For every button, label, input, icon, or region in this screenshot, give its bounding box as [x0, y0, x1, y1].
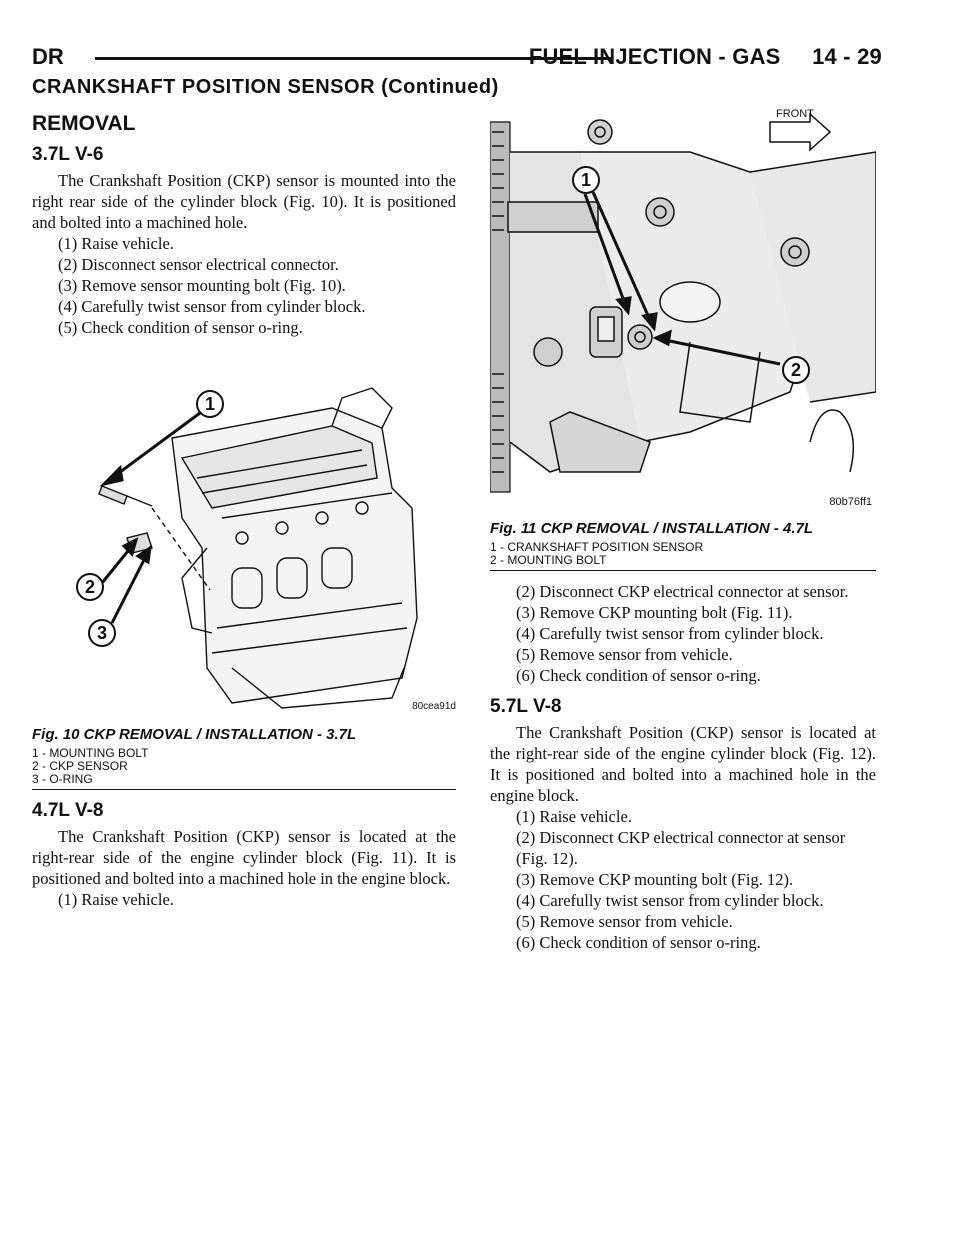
step: (4) Carefully twist sensor from cylinder block.: [58, 297, 366, 316]
engine-photo-4-7l: [490, 112, 876, 512]
step: (5) Check condition of sensor o-ring.: [58, 318, 303, 337]
fig11-callout-1: 1: [580, 170, 592, 190]
step: (3) Remove CKP mounting bolt (Fig. 12).: [516, 870, 794, 889]
section-heading-removal: REMOVAL: [32, 112, 136, 135]
legend-item: 1 - CRANKSHAFT POSITION SENSOR: [490, 540, 704, 554]
fig10-callout-2: 2: [84, 577, 96, 597]
fig10-legend: [32, 747, 456, 786]
fig11-code: 80b76ff1: [829, 496, 872, 508]
right-column: [490, 108, 876, 953]
step: (3) Remove CKP mounting bolt (Fig. 11).: [516, 603, 793, 622]
step: (2) Disconnect CKP electrical connector at sensor.: [516, 582, 849, 601]
step: (1) Raise vehicle.: [58, 234, 174, 253]
legend-item: 1 - MOUNTING BOLT: [32, 746, 149, 760]
fig11-callout-2: 2: [790, 360, 802, 380]
paragraph-5-7l: The Crankshaft Position (CKP) sensor is located at the right-rear side of the engine cylinder block (Fig. 12). It is positioned and bolted into a machined hole in the engine block.: [490, 723, 876, 805]
step: (1) Raise vehicle.: [58, 890, 174, 909]
step: (3) Remove sensor mounting bolt (Fig. 10).: [58, 276, 346, 295]
step: (5) Remove sensor from vehicle.: [516, 645, 733, 664]
paragraph-4-7l: The Crankshaft Position (CKP) sensor is located at the right-rear side of the engine cylinder block (Fig. 11). It is positioned and bolted into a machined hole in the engine block.: [32, 827, 456, 888]
legend-item: 2 - MOUNTING BOLT: [490, 553, 607, 567]
paragraph-3-7l: The Crankshaft Position (CKP) sensor is mounted into the right rear side of the cylinder block (Fig. 10). It is positioned and bolted into a machined hole.: [32, 171, 456, 232]
step: (6) Check condition of sensor o-ring.: [516, 933, 761, 952]
fig10-callout-3: 3: [96, 623, 108, 643]
figure-11: [490, 108, 876, 512]
step: (5) Remove sensor from vehicle.: [516, 912, 733, 931]
step: (2) Disconnect CKP electrical connector at sensor (Fig. 12).: [516, 828, 846, 868]
step: (2) Disconnect sensor electrical connector.: [58, 255, 339, 274]
step: (4) Carefully twist sensor from cylinder block.: [516, 624, 824, 643]
subheading-5-7l: 5.7L V-8: [490, 696, 562, 717]
legend-item: 3 - O-RING: [32, 772, 93, 786]
subheading-4-7l: 4.7L V-8: [32, 800, 104, 821]
header-right: FUEL INJECTION - GAS 14 - 29: [528, 44, 882, 69]
figure-10: [32, 368, 456, 718]
subheading-3-7l: 3.7L V-6: [32, 144, 104, 165]
fig11-legend: [490, 541, 876, 567]
header-left: DR: [32, 44, 64, 69]
continued-heading: CRANKSHAFT POSITION SENSOR (Continued): [32, 76, 499, 98]
fig10-code: 80cea91d: [412, 701, 456, 712]
step: (6) Check condition of sensor o-ring.: [516, 666, 761, 685]
fig10-title: Fig. 10 CKP REMOVAL / INSTALLATION - 3.7L: [32, 726, 357, 743]
legend-item: 2 - CKP SENSOR: [32, 759, 128, 773]
step: (4) Carefully twist sensor from cylinder block.: [516, 891, 824, 910]
fig10-callout-1: 1: [204, 394, 216, 414]
fig11-title: Fig. 11 CKP REMOVAL / INSTALLATION - 4.7L: [490, 520, 814, 537]
engine-illustration-3-7l: [32, 368, 456, 718]
fig11-front-label: FRONT: [776, 108, 814, 120]
step: (1) Raise vehicle.: [516, 807, 632, 826]
left-column: [32, 112, 456, 910]
